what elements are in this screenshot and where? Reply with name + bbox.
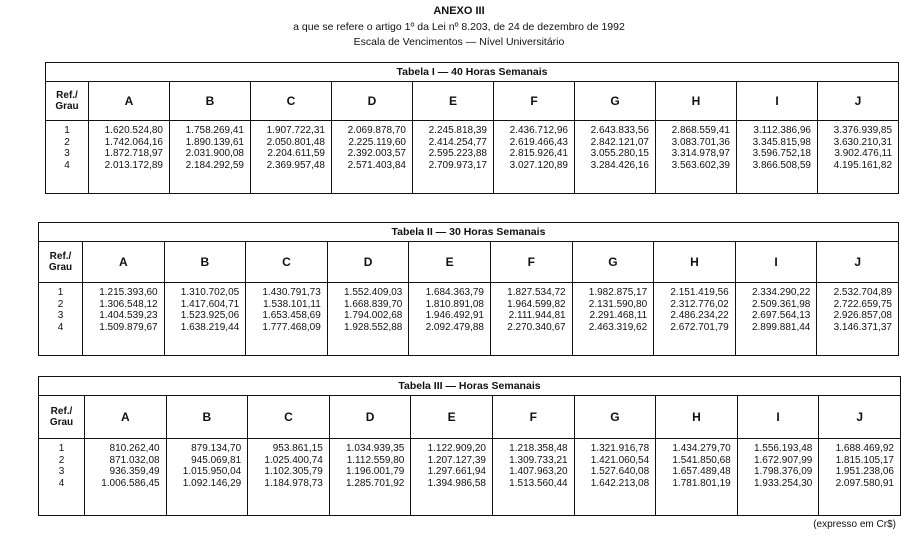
value-cell: [819, 439, 901, 516]
salary-value: 1.015.950,04: [182, 466, 242, 477]
salary-value: 2.204.611,59: [267, 148, 325, 159]
value-cell: [164, 283, 246, 356]
column-header: D: [329, 396, 411, 439]
column-header: E: [411, 396, 493, 439]
column-header: I: [735, 242, 817, 283]
salary-value: 1.527.640,08: [590, 466, 650, 477]
salary-value: 1.890.139,61: [185, 136, 244, 148]
salary-value: 1.218.358,48: [509, 443, 568, 454]
grau-value: 1: [64, 125, 70, 136]
salary-value: 1.196.001,79: [345, 466, 405, 477]
value-cell: [166, 439, 248, 516]
salary-value: 1.742.064,16: [104, 136, 163, 148]
table-title: Tabela II — 30 Horas Semanais: [39, 223, 899, 242]
salary-value: 2.392.003,57: [347, 148, 406, 159]
salary-value: 945.069,81: [191, 454, 242, 466]
value-cell: [411, 439, 493, 516]
salary-value: 1.794.002,68: [343, 310, 403, 321]
value-cell: [494, 121, 575, 194]
salary-value: 1.815.105,17: [835, 454, 894, 466]
column-header: G: [575, 82, 656, 121]
salary-value: 1.982.875,17: [588, 287, 648, 298]
salary-value: 2.697.564,13: [751, 310, 811, 321]
grau-value: 3: [57, 310, 64, 321]
column-header: F: [492, 396, 574, 439]
salary-value: 1.102.305,79: [264, 466, 323, 477]
salary-value: 2.868.559,41: [671, 125, 730, 136]
column-header: A: [83, 242, 165, 283]
value-cell: [89, 121, 170, 194]
column-header: A: [85, 396, 167, 439]
salary-table-1: [45, 62, 899, 194]
salary-value: 3.083.701,36: [671, 136, 730, 148]
salary-value: 1.407.963,20: [509, 466, 568, 477]
column-header: B: [164, 242, 246, 283]
salary-value: 1.285.701,92: [345, 477, 405, 489]
ref-grau-label: Grau: [48, 262, 73, 273]
salary-value: 1.964.599,82: [507, 298, 566, 310]
value-cell: [574, 439, 656, 516]
salary-value: 2.414.254,77: [428, 136, 487, 148]
salary-value: 2.131.590,80: [588, 298, 648, 310]
salary-value: 1.657.489,48: [672, 466, 731, 477]
grau-cell: [39, 439, 85, 516]
salary-value: 1.034.939,35: [345, 443, 405, 454]
ref-grau-label: Ref./: [50, 406, 73, 417]
salary-value: 1.513.560,44: [509, 477, 568, 489]
value-cell: [656, 439, 738, 516]
salary-value: 3.284.426,16: [590, 159, 649, 171]
salary-value: 1.417.604,71: [180, 298, 240, 310]
grau-value: 4: [58, 477, 65, 489]
salary-value: 1.552.409,03: [343, 287, 403, 298]
value-cell: [656, 121, 737, 194]
salary-value: 2.926.857,08: [833, 310, 892, 321]
salary-value: 1.430.791,73: [262, 287, 321, 298]
value-cell: [735, 283, 817, 356]
ref-grau-label: Ref./: [49, 251, 72, 262]
salary-scale-title: Escala de Vencimentos — Nível Universitário: [353, 36, 565, 48]
grau-value: 2: [57, 298, 64, 310]
value-cell: [575, 121, 656, 194]
salary-value: 1.638.219,44: [180, 321, 240, 333]
column-header: H: [656, 396, 738, 439]
value-cell: [654, 283, 736, 356]
column-header: B: [170, 82, 251, 121]
salary-value: 2.111.944,81: [508, 310, 566, 321]
salary-value: 1.215.393,60: [99, 287, 158, 298]
salary-value: 2.334.290,22: [751, 287, 811, 298]
salary-value: 1.928.552,88: [343, 321, 403, 333]
salary-value: 1.668.839,70: [343, 298, 403, 310]
salary-value: 2.899.881,44: [751, 321, 811, 333]
salary-value: 1.688.469,92: [835, 443, 894, 454]
salary-value: 1.321.916,78: [590, 443, 650, 454]
salary-value: 2.151.419,56: [670, 287, 729, 298]
value-cell: [413, 121, 494, 194]
annex-subtitle: a que se refere o artigo 1º da Lei nº 8.203, de 24 de dezembro de 1992: [293, 21, 625, 33]
value-cell: [818, 121, 899, 194]
salary-value: 2.436.712,96: [509, 125, 568, 136]
salary-value: 3.563.602,39: [671, 159, 730, 171]
salary-value: 3.866.508,59: [752, 159, 811, 171]
salary-value: 1.946.492,91: [425, 310, 484, 321]
salary-value: 1.781.801,19: [672, 477, 731, 489]
salary-value: 1.907.722,31: [266, 125, 325, 136]
value-cell: [83, 283, 165, 356]
salary-value: 1.404.539,23: [99, 310, 158, 321]
column-header: I: [737, 82, 818, 121]
table-title: Tabela III — Horas Semanais: [39, 377, 901, 396]
column-header: J: [818, 82, 899, 121]
salary-value: 1.310.702,05: [180, 287, 240, 298]
grau-value: 4: [64, 159, 70, 171]
column-header: I: [737, 396, 819, 439]
salary-value: 2.050.801,48: [266, 136, 325, 148]
salary-value: 2.815.926,41: [509, 148, 568, 159]
salary-value: 2.595.223,88: [428, 148, 487, 159]
grau-cell: [39, 283, 83, 356]
salary-value: 1.951.238,06: [835, 466, 894, 477]
column-header: C: [246, 242, 328, 283]
column-header: H: [654, 242, 736, 283]
value-cell: [572, 283, 654, 356]
column-header: J: [819, 396, 901, 439]
value-cell: [737, 121, 818, 194]
salary-value: 1.394.986,58: [427, 477, 486, 489]
column-header: H: [656, 82, 737, 121]
salary-value: 2.722.659,75: [833, 298, 892, 310]
salary-value: 2.245.818,39: [428, 125, 487, 136]
column-header: J: [817, 242, 899, 283]
grau-value: 3: [58, 466, 65, 477]
value-cell: [85, 439, 167, 516]
value-cell: [492, 439, 574, 516]
salary-value: 1.798.376,09: [753, 466, 813, 477]
salary-value: 1.653.458,69: [262, 310, 321, 321]
salary-value: 2.369.957,48: [266, 159, 325, 171]
salary-value: 3.596.752,18: [752, 148, 811, 159]
salary-value: 2.184.292,59: [185, 159, 244, 171]
salary-value: 810.262,40: [109, 443, 160, 454]
ref-grau-header: [39, 242, 83, 283]
grau-value: 4: [57, 321, 64, 333]
salary-table-2: [38, 222, 899, 356]
column-header: E: [413, 82, 494, 121]
currency-note: (expresso em Cr$): [813, 519, 896, 530]
ref-grau-label: Ref./: [56, 90, 78, 101]
value-cell: [817, 283, 899, 356]
column-header: F: [490, 242, 572, 283]
salary-value: 2.486.234,22: [670, 310, 729, 321]
value-cell: [248, 439, 330, 516]
salary-value: 1.025.400,74: [264, 454, 323, 466]
salary-value: 2.031.900,08: [185, 148, 244, 159]
salary-value: 1.297.661,94: [427, 466, 486, 477]
column-header: A: [89, 82, 170, 121]
salary-value: 1.933.254,30: [753, 477, 813, 489]
salary-value: 2.619.466,43: [509, 136, 568, 148]
salary-value: 2.069.878,70: [347, 125, 406, 136]
salary-value: 1.112.559,80: [346, 454, 405, 466]
ref-grau-header: [39, 396, 85, 439]
table-title: Tabela I — 40 Horas Semanais: [46, 63, 899, 82]
salary-value: 2.270.340,67: [507, 321, 566, 333]
salary-value: 2.709.973,17: [428, 159, 487, 171]
salary-value: 3.314.978,97: [671, 148, 730, 159]
column-header: G: [572, 242, 654, 283]
salary-value: 2.225.119,60: [348, 136, 406, 148]
salary-value: 1.620.524,80: [104, 125, 163, 136]
salary-table-3: [38, 376, 901, 516]
salary-value: 1.306.548,12: [99, 298, 158, 310]
ref-grau-header: [46, 82, 89, 121]
salary-value: 2.643.833,56: [590, 125, 649, 136]
value-cell: [246, 283, 328, 356]
column-header: G: [574, 396, 656, 439]
grau-cell: [46, 121, 89, 194]
salary-value: 3.376.939,85: [833, 125, 893, 136]
value-cell: [327, 283, 409, 356]
grau-value: 3: [64, 148, 70, 159]
salary-value: 2.842.121,07: [590, 136, 649, 148]
salary-value: 1.777.468,09: [262, 321, 321, 333]
ref-grau-label: Grau: [55, 101, 79, 112]
salary-value: 2.013.172,89: [104, 159, 163, 171]
salary-value: 1.509.879,67: [99, 321, 158, 333]
column-header: C: [248, 396, 330, 439]
salary-value: 1.672.907,99: [753, 454, 813, 466]
salary-value: 3.630.210,31: [833, 136, 893, 148]
column-header: E: [409, 242, 491, 283]
salary-value: 1.538.101,11: [263, 298, 321, 310]
salary-value: 2.571.403,84: [347, 159, 406, 171]
value-cell: [490, 283, 572, 356]
salary-value: 1.642.213,08: [590, 477, 650, 489]
value-cell: [170, 121, 251, 194]
salary-value: 3.055.280,15: [590, 148, 649, 159]
value-cell: [737, 439, 819, 516]
salary-value: 2.672.701,79: [670, 321, 729, 333]
salary-value: 1.092.146,29: [182, 477, 242, 489]
column-header: D: [327, 242, 409, 283]
value-cell: [332, 121, 413, 194]
salary-value: 3.112.386,96: [753, 125, 811, 136]
salary-value: 1.006.586,45: [101, 477, 160, 489]
salary-value: 1.810.891,08: [425, 298, 484, 310]
salary-value: 3.027.120,89: [509, 159, 568, 171]
salary-value: 3.902.476,11: [834, 148, 893, 159]
salary-value: 1.827.534,72: [507, 287, 566, 298]
annex-title: ANEXO III: [433, 5, 485, 17]
salary-value: 2.291.468,11: [589, 310, 648, 321]
salary-value: 936.359,49: [109, 466, 160, 477]
salary-value: 1.872.718,97: [104, 148, 163, 159]
salary-value: 1.421.060,54: [590, 454, 650, 466]
salary-value: 1.523.925,06: [180, 310, 240, 321]
salary-value: 871.032,08: [109, 454, 160, 466]
salary-value: 2.509.361,98: [751, 298, 811, 310]
column-header: B: [166, 396, 248, 439]
salary-value: 1.434.279,70: [672, 443, 731, 454]
salary-value: 2.092.479,88: [425, 321, 484, 333]
grau-value: 2: [64, 136, 70, 148]
salary-value: 2.532.704,89: [833, 287, 892, 298]
salary-value: 1.758.269,41: [185, 125, 244, 136]
salary-value: 879.134,70: [191, 443, 242, 454]
value-cell: [251, 121, 332, 194]
salary-value: 1.184.978,73: [264, 477, 323, 489]
column-header: F: [494, 82, 575, 121]
salary-value: 2.463.319,62: [588, 321, 648, 333]
value-cell: [409, 283, 491, 356]
grau-value: 1: [57, 287, 64, 298]
ref-grau-label: Grau: [49, 417, 74, 428]
salary-value: 1.556.193,48: [753, 443, 813, 454]
column-header: D: [332, 82, 413, 121]
salary-value: 4.195.161,82: [833, 159, 893, 171]
salary-value: 1.684.363,79: [425, 287, 484, 298]
column-header: C: [251, 82, 332, 121]
salary-value: 3.146.371,37: [833, 321, 892, 333]
salary-value: 1.207.127,39: [427, 454, 486, 466]
salary-value: 1.122.909,20: [427, 443, 486, 454]
value-cell: [329, 439, 411, 516]
grau-value: 2: [58, 454, 65, 466]
salary-value: 3.345.815,98: [752, 136, 811, 148]
salary-value: 2.097.580,91: [835, 477, 894, 489]
salary-value: 1.541.850,68: [672, 454, 731, 466]
salary-value: 953.861,15: [272, 443, 323, 454]
salary-value: 2.312.776,02: [670, 298, 729, 310]
salary-value: 1.309.733,21: [509, 454, 568, 466]
grau-value: 1: [58, 443, 65, 454]
